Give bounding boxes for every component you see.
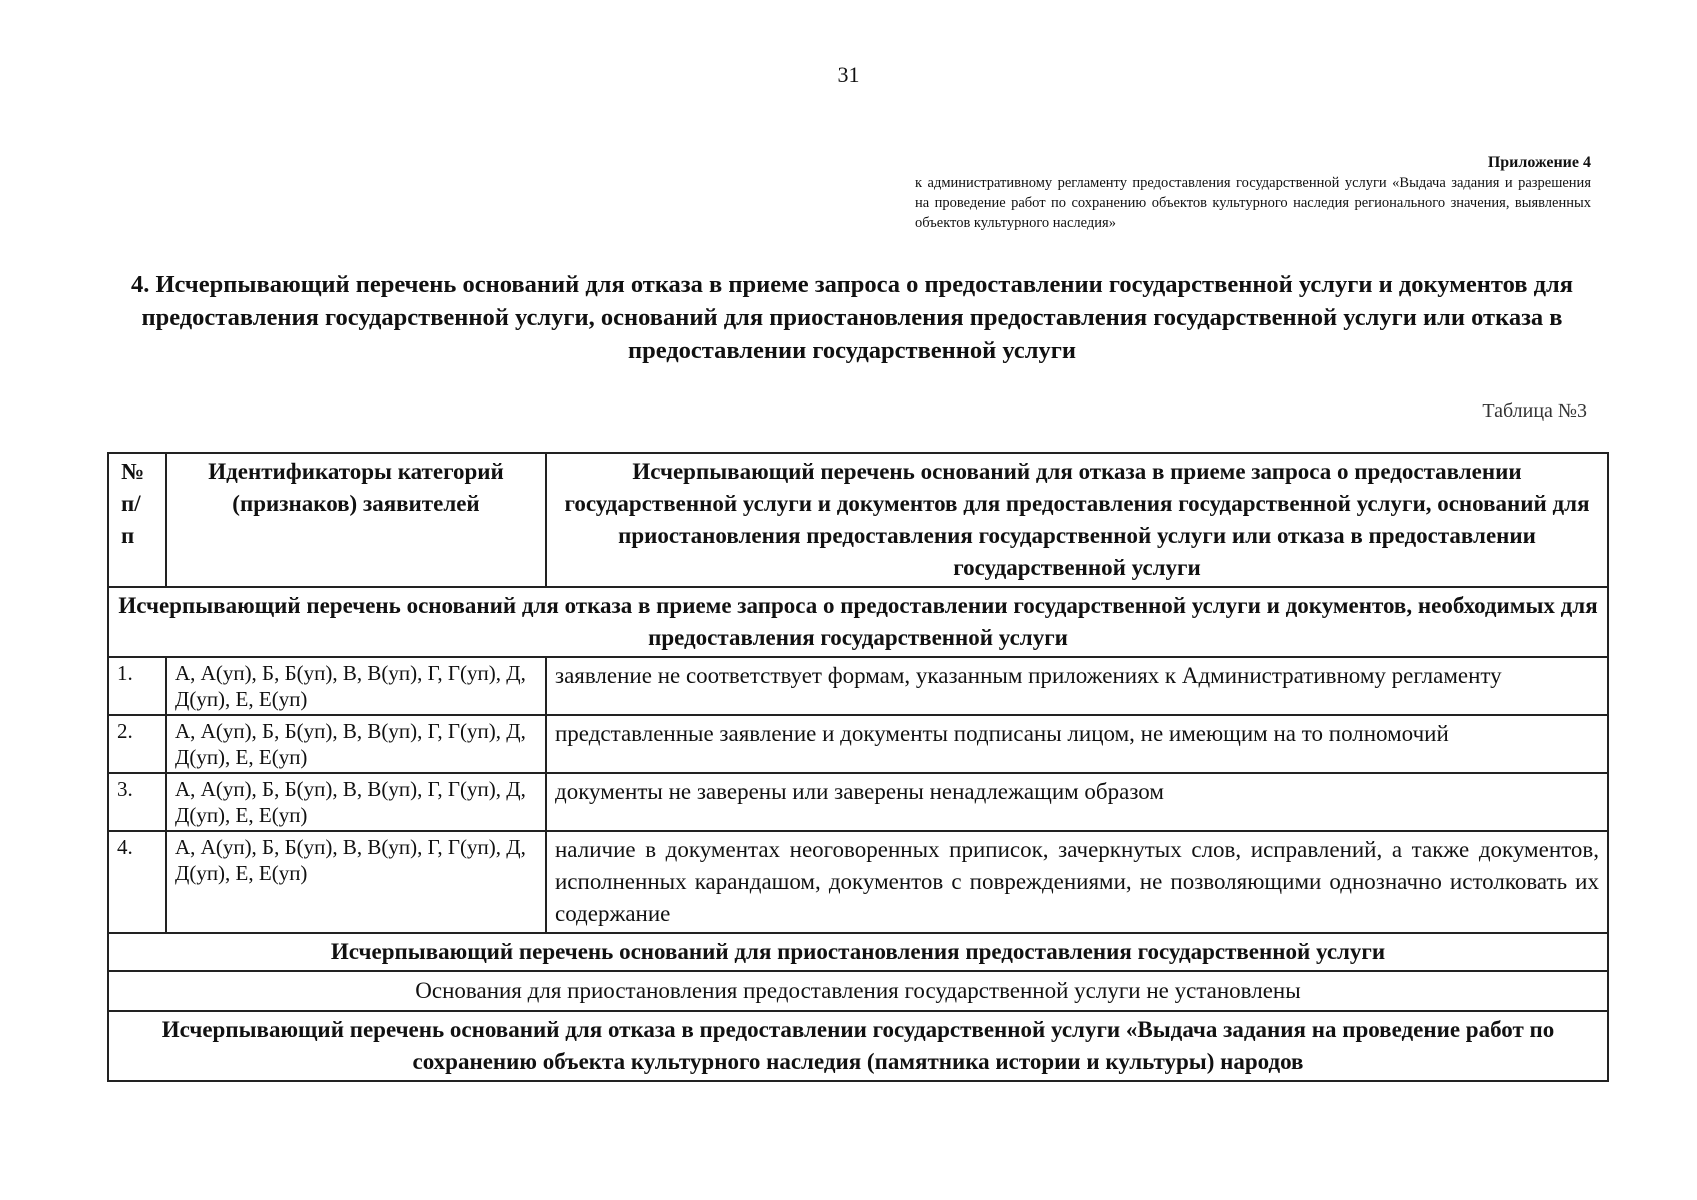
section-row-refusal-acceptance xyxy=(108,587,1608,657)
row-number: 2. xyxy=(108,715,166,773)
header-categories: Идентификаторы категорий (признаков) заявителей xyxy=(166,453,546,587)
appendix-text: к административному регламенту предоставления государственной услуги «Выдача задания и разрешения на проведение работ по сохранению объектов культурного наследия регионального значения, выявленных объектов культурного наследия» xyxy=(915,175,1591,231)
appendix-title: Приложение 4 xyxy=(1487,154,1591,171)
row-categories: А, А(уп), Б, Б(уп), В, В(уп), Г, Г(уп), Д, Д(уп), Е, Е(уп) xyxy=(166,715,546,773)
row-reason: представленные заявление и документы подписаны лицом, не имеющим на то полномочий xyxy=(546,715,1608,773)
section-heading: Исчерпывающий перечень оснований для приостановления предоставления государственной услуги xyxy=(108,933,1608,971)
appendix-header xyxy=(915,153,1591,233)
row-reason: наличие в документах неоговоренных приписок, зачеркнутых слов, исправлений, а также документов, исполненных карандашом, документов с повреждениями, не позволяющими однозначно истолковать их содержание xyxy=(546,831,1608,933)
row-reason: заявление не соответствует формам, указанным приложениях к Административному регламенту xyxy=(546,657,1608,715)
section-heading: Исчерпывающий перечень оснований для отказа в приеме запроса о предоставлении государственной услуги и документов, необходимых для предоставления государственной услуги xyxy=(108,587,1608,657)
section-row-refusal-service xyxy=(108,1011,1608,1081)
row-reason: документы не заверены или заверены ненадлежащим образом xyxy=(546,773,1608,831)
table-row xyxy=(108,831,1608,933)
row-categories: А, А(уп), Б, Б(уп), В, В(уп), Г, Г(уп), Д, Д(уп), Е, Е(уп) xyxy=(166,831,546,933)
row-categories: А, А(уп), Б, Б(уп), В, В(уп), Г, Г(уп), Д, Д(уп), Е, Е(уп) xyxy=(166,657,546,715)
table-row xyxy=(108,773,1608,831)
table-row xyxy=(108,715,1608,773)
note-row-suspension xyxy=(108,971,1608,1011)
row-number: 4. xyxy=(108,831,166,933)
table-label: Таблица №3 xyxy=(1482,400,1587,422)
page-number: 31 xyxy=(837,62,860,87)
header-number: № п/ п xyxy=(108,453,166,587)
table-header-row xyxy=(108,453,1608,587)
section-row-suspension xyxy=(108,933,1608,971)
grounds-table xyxy=(107,452,1609,1082)
row-categories: А, А(уп), Б, Б(уп), В, В(уп), Г, Г(уп), Д, Д(уп), Е, Е(уп) xyxy=(166,773,546,831)
table-row xyxy=(108,657,1608,715)
section-heading: Исчерпывающий перечень оснований для отказа в предоставлении государственной услуги «Выдача задания на проведение работ по сохранению объекта культурного наследия (памятника истории и культуры) народов xyxy=(108,1011,1608,1081)
section-title: 4. Исчерпывающий перечень оснований для отказа в приеме запроса о предоставлении государственной услуги и документов для предоставления государственной услуги, оснований для приостановления предоставления государственной услуги или отказа в предоставлении государственной услуги xyxy=(130,271,1574,364)
suspension-note: Основания для приостановления предоставления государственной услуги не установлены xyxy=(108,971,1608,1011)
row-number: 3. xyxy=(108,773,166,831)
row-number: 1. xyxy=(108,657,166,715)
header-reasons: Исчерпывающий перечень оснований для отказа в приеме запроса о предоставлении государственной услуги и документов для предоставления государственной услуги, оснований для приостановления предоставления государственной услуги или отказа в предоставлении государственной услуги xyxy=(546,453,1608,587)
